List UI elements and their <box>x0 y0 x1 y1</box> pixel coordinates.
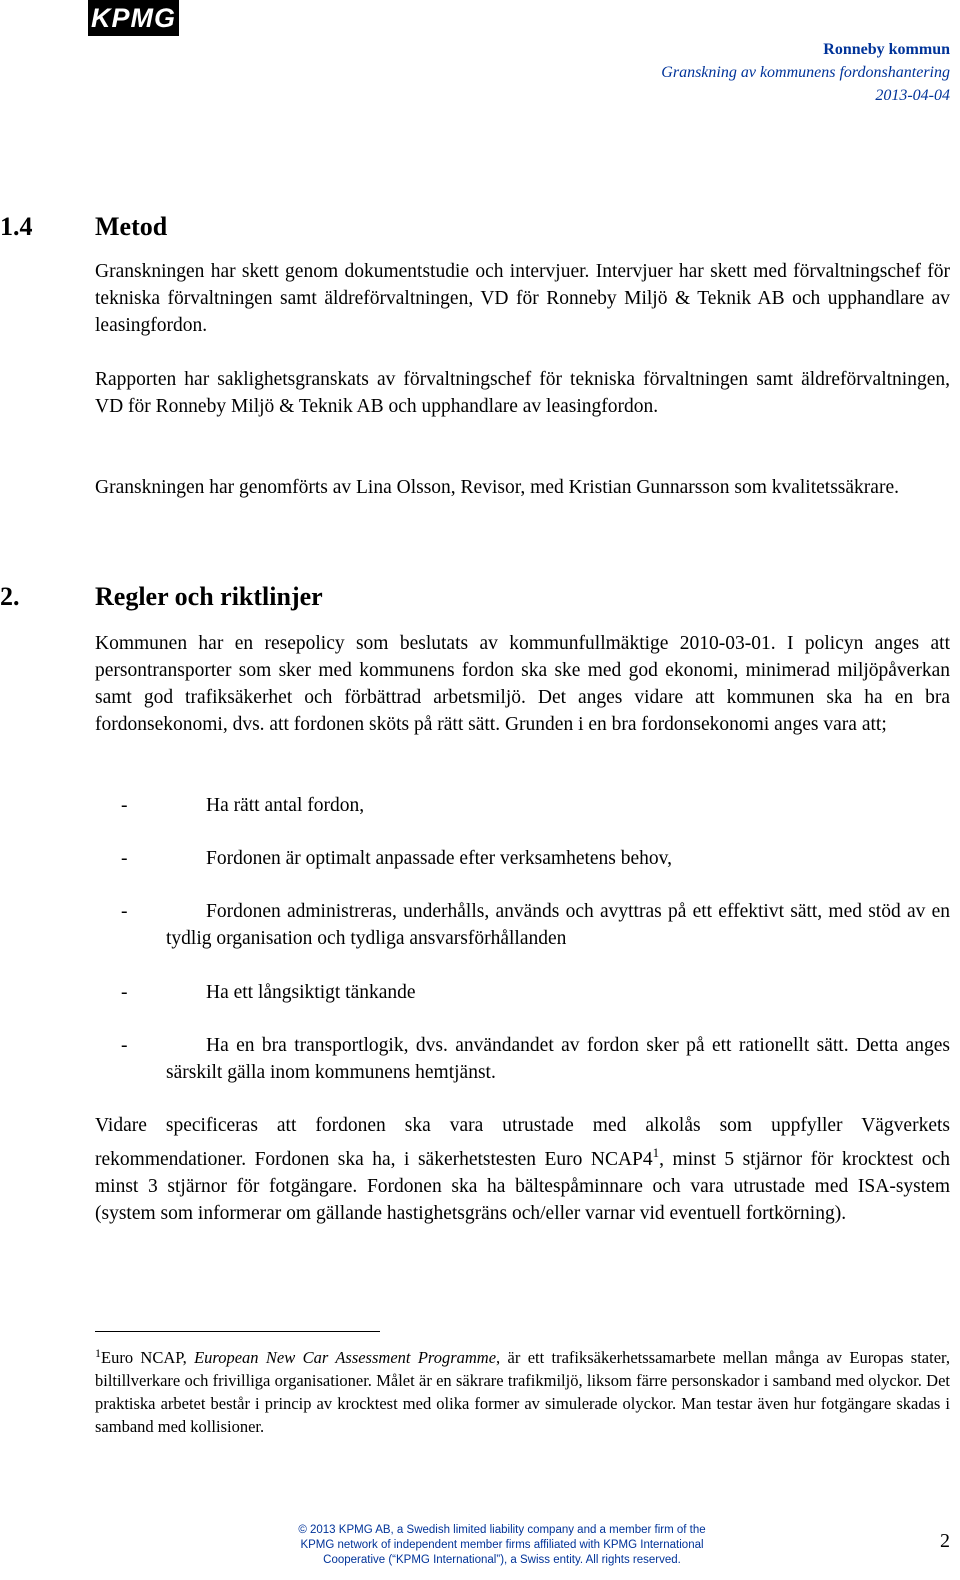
paragraph-text: Vidare specificeras att fordonen ska vara utrustade med alkolås som uppfyller Vägverkets rekommendationer. Fordonen ska ha, i säkerhetstesten Euro NCAP4 <box>95 1115 950 1170</box>
list-dash: - <box>121 1035 128 1056</box>
page-header <box>661 38 950 107</box>
paragraph <box>95 1112 950 1227</box>
paragraph: Granskningen har genomförts av Lina Olsson, Revisor, med Kristian Gunnarsson som kvalitetssäkrare. <box>95 477 899 498</box>
list-item: Ha en bra transportlogik, dvs. användandet av fordon sker på ett rationellt sätt. Detta anges särskilt gälla inom kommunens hemtjänst. <box>166 1035 950 1083</box>
footnote-italic: European New Car Assessment Programme <box>194 1348 497 1367</box>
section-number: 1.4 <box>0 212 33 241</box>
list-dash: - <box>121 982 128 1003</box>
page-number: 2 <box>940 1530 950 1552</box>
paragraph-text: , minst 5 stjärnor för krocktest och minst 3 stjärnor för fotgängare. Fordonen ska ha bältespåminnare och vara utrustade med ISA-system (system som informerar om gällande hastighetsgräns och/eller varnar vid eventuell fortkörning). <box>95 1149 950 1224</box>
footnote-marker: 1 <box>95 1346 101 1360</box>
footnote <box>95 1342 950 1438</box>
list-item: Ha rätt antal fordon, <box>206 795 365 816</box>
list-item: Ha ett långsiktigt tänkande <box>206 982 416 1003</box>
paragraph: Rapporten har saklighetsgranskats av förvaltningschef för tekniska förvaltningen samt äldreförvaltningen, VD för Ronneby Miljö & Teknik AB och upphandlare av leasingfordon. <box>95 369 950 417</box>
header-organization: Ronneby kommun <box>823 41 950 58</box>
footer-line: KPMG network of independent member firms affiliated with KPMG International <box>300 1539 704 1551</box>
section-title: Metod <box>95 212 168 241</box>
copyright-footer <box>232 1523 772 1568</box>
paragraph: Kommunen har en resepolicy som beslutats av kommunfullmäktige 2010-03-01. I policyn anges att persontransporter som sker med kommunens fordon ska ske med god ekonomi, minimerad miljöpåverkan samt god trafiksäkerhet och förbättrad arbetsmiljö. Det anges vidare att kommunen ska ha en bra fordonsekonomi, dvs. att fordonen sköts på rätt sätt. Grunden i en bra fordonsekonomi anges vara att; <box>95 633 950 735</box>
header-date: 2013-04-04 <box>875 87 950 104</box>
list-item: Fordonen administreras, underhålls, används och avyttras på ett effektivt sätt, med stöd av en tydlig organisation och tydliga ansvarsförhållanden <box>166 901 950 949</box>
section-number: 2. <box>0 582 20 611</box>
section-title: Regler och riktlinjer <box>95 582 323 611</box>
list-dash: - <box>121 901 128 922</box>
kpmg-logo: KPMG <box>88 0 179 36</box>
footnote-text: , är ett trafiksäkerhetssamarbete mellan många av Europas stater, biltillverkare och frivilliga organisationer. Målet är en säkrare trafikmiljö, liksom färre personskador i samband med olyckor. Det praktiska arbetet består i princip av krocktest med olika former av simulerade olyckor. Man testar även hur fotgängare skadas i samband med kollisioner. <box>95 1348 950 1436</box>
footnote-reference[interactable]: 1 <box>652 1145 660 1160</box>
footnote-divider <box>95 1331 380 1332</box>
header-subtitle: Granskning av kommunens fordonshantering <box>661 64 950 81</box>
footer-line: Cooperative (“KPMG International”), a Swiss entity. All rights reserved. <box>323 1554 681 1566</box>
footnote-lead: Euro NCAP, <box>101 1348 195 1367</box>
paragraph: Granskningen har skett genom dokumentstudie och intervjuer. Intervjuer har skett med förvaltningschef för tekniska förvaltningen samt äldreförvaltningen, VD för Ronneby Miljö & Teknik AB och upphandlare av leasingfordon. <box>95 261 950 336</box>
footer-line: © 2013 KPMG AB, a Swedish limited liability company and a member firm of the <box>298 1524 706 1536</box>
list-dash: - <box>121 795 128 816</box>
list-dash: - <box>121 848 128 869</box>
list-item: Fordonen är optimalt anpassade efter verksamhetens behov, <box>206 848 673 869</box>
